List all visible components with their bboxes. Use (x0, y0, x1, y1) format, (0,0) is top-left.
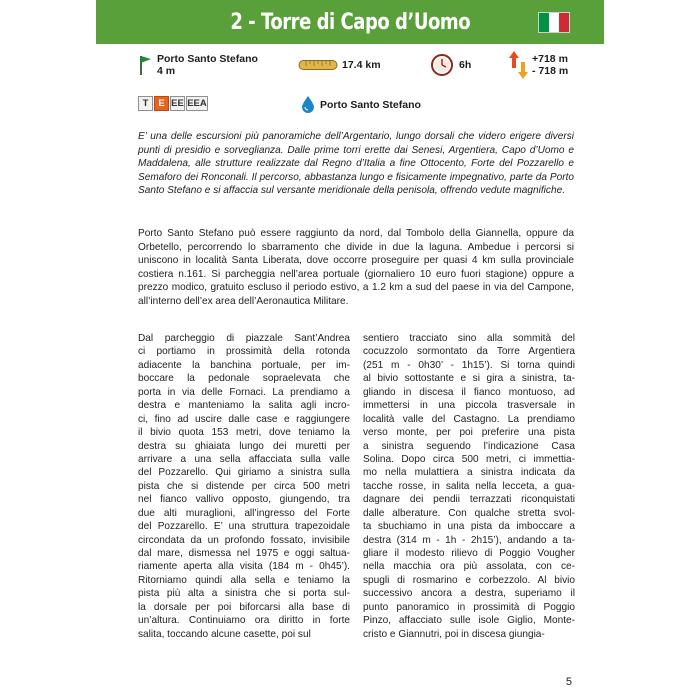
elevation-arrows-icon (509, 50, 529, 80)
body-line: Pinzo, affacciato sulle isole Giglio, Monte- (363, 615, 575, 627)
difficulty-badges (138, 96, 209, 111)
body-line: dagnare dei pendii terrazzati riconquistati (363, 494, 575, 506)
body-line: immettersi in una piccola trasversale in (363, 400, 575, 412)
body-line: a sinistra seguendo l’indicazione Casa (363, 440, 575, 452)
clock-icon (431, 54, 453, 76)
body-line: pista più alta a sinistra che si porta sul- (138, 588, 350, 600)
body-line: un’altura. Continuiamo ora diritto in forte (138, 615, 350, 627)
water-label: Porto Santo Stefano (320, 98, 421, 111)
body-line: destra (314 m - 1h - 2h15’), andando a ta- (363, 534, 575, 546)
duration (431, 54, 471, 76)
body-line: porta in via delle Fornaci. La prendiamo a (138, 386, 350, 398)
body-line: destra su ghiaiata lungo dei muretti per (138, 440, 350, 452)
body-line: successivo ancora a destra, superiamo il (363, 588, 575, 600)
body-line: ta sbuchiamo in una pista da imboccare a (363, 521, 575, 533)
intro-paragraph: E’ una delle escursioni più panoramiche dell’Argentario, lungo dorsali che videro erigere diversi punti di presidio e sorveglianza. Dalle prime torri erette dai Senesi, Argentiera, Capo d’Uomo e Maddalena, alle strutture realizzate dal Regno d’Italia a fine Ottocento, Forte del Pozzarello e Semaforo dei Ronconali. Il percorso, abbastanza lungo e fisicamente impegnativo, parte da Porto Santo Stefano e si affaccia sul versante meridionale della penisola, offrendo vedute magnifiche. (138, 131, 574, 197)
body-line: nel fianco vallivo opposto, giungendo, tra (138, 494, 350, 506)
page-title: 2 - Torre di Capo d’Uomo (230, 9, 470, 35)
header-bar (96, 0, 604, 44)
body-line: circondata da un profondo fossato, invisibile (138, 534, 350, 546)
body-line: Ritorniamo quindi alla sella e teniamo la (138, 574, 350, 586)
route-stats (138, 50, 578, 90)
route-description-right (363, 332, 575, 641)
body-line: Dal parcheggio di piazzale Sant’Andrea (138, 333, 350, 344)
body-line: due alti muraglioni, all’ingresso del Forte (138, 507, 350, 519)
start-point (138, 53, 258, 77)
body-line: gliare il modesto rilievo di Poggio Vougher (363, 548, 575, 559)
body-line: dal mare, dismessa nel 1975 e oggi saltua- (138, 548, 350, 559)
distance-value: 17.4 km (342, 59, 381, 71)
body-line: del Pozzarello. Qui giriamo a sinistra sulla (138, 467, 350, 479)
body-line: nella macchia ora più assolata, con ce- (363, 561, 575, 573)
water-point (302, 96, 421, 113)
body-line: riamente aperta alla visita (184 m - 0h45’). (138, 561, 350, 573)
body-line: cocuzzolo sormontato da Torre Argentiera (363, 346, 575, 358)
distance (298, 59, 381, 71)
body-line: gliando in discesa il fianco montuoso, ad (363, 386, 575, 398)
body-line: (251 m - 0h30’ - 1h15’). Si torna quindi (363, 359, 575, 371)
body-line: cristo e Giannutri, poi in discesa giungia- (363, 628, 545, 640)
body-line: ci, fino ad uscire dalle case e raggiungere (138, 413, 350, 425)
access-paragraph: Porto Santo Stefano può essere raggiunto da nord, dal Tombolo della Giannella, oppure da Orbetello, percorrendo lo sbarramento che divide in due la laguna. Ambedue i percorsi si uniscono in località Santa Liberata, dove occorre proseguire per quasi 4 km sulla provinciale costiera n.161. Si parcheggia nell’area portuale (giornaliero 10 euro fuori stagione) oppure a prezzo modico, gratuito escluso il periodo estivo, a 1.2 km a sud del paese in via del Campone, all’interno dell’ex area dell’Aeronautica Militare. (138, 228, 574, 307)
ascent-value: +718 m (532, 53, 568, 65)
start-altitude: 4 m (157, 65, 176, 77)
body-line: tacche rosse, in salita nella lecceta, a gua- (363, 480, 575, 492)
body-line: verso monte, per poi preferire una pista (363, 427, 575, 439)
body-line: al bivio sottostante e si gira a sinistra, ta- (363, 373, 575, 385)
body-line: del Pozzarello. E’ una struttura trapezoidale (138, 521, 350, 533)
difficulty-badge-t: T (138, 96, 153, 111)
body-line: pista che si distende per circa 500 metri (138, 480, 350, 492)
body-line: la dorsale per poi biforcarsi alla base di (138, 601, 350, 613)
elevation (509, 50, 568, 80)
body-line: boccare la pedonale sopraelevata che (138, 373, 350, 385)
body-line: dalle alberature. Con qualche stretta svol- (363, 507, 575, 519)
duration-value: 6h (459, 59, 472, 71)
difficulty-badge-eea: EEA (187, 98, 207, 109)
water-drop-icon (302, 96, 314, 113)
descent-value: - 718 m (532, 65, 569, 77)
start-name: Porto Santo Stefano (157, 53, 258, 65)
body-line: località valle del Castagno. La prendiamo (363, 413, 575, 425)
body-line: Solina. Dopo circa 500 metri, ci immettia- (363, 453, 575, 465)
body-line: destra e manteniamo la salita agli incro- (138, 400, 350, 412)
flag-icon (138, 54, 152, 76)
difficulty-badge-ee: EE (171, 98, 184, 109)
italian-flag-icon (538, 12, 570, 33)
body-line: salita, toccando alcune casette, poi sul (138, 628, 311, 640)
body-line: punto panoramico in prossimità di Poggio (363, 601, 575, 613)
route-description-left (138, 332, 350, 641)
body-line: il bivio quota 153 metri, dove teniamo la (138, 427, 350, 439)
ruler-icon (298, 59, 338, 71)
body-line: sentiero tracciato sino alla sommità del (363, 333, 575, 344)
body-line: spugli di rosmarino e corbezzolo. Al bivio (363, 574, 575, 586)
body-line: ci portiamo in prossimità della rotonda (138, 346, 350, 358)
body-line: adiacente la banchina portuale, per im- (138, 359, 350, 371)
page-number: 5 (565, 676, 572, 688)
body-line: arrivare a una sella affacciata sulla valle (138, 453, 350, 465)
body-line: mo nella mulattiera a sinistra indicata da (363, 467, 575, 479)
difficulty-badge-e: E (154, 96, 169, 111)
